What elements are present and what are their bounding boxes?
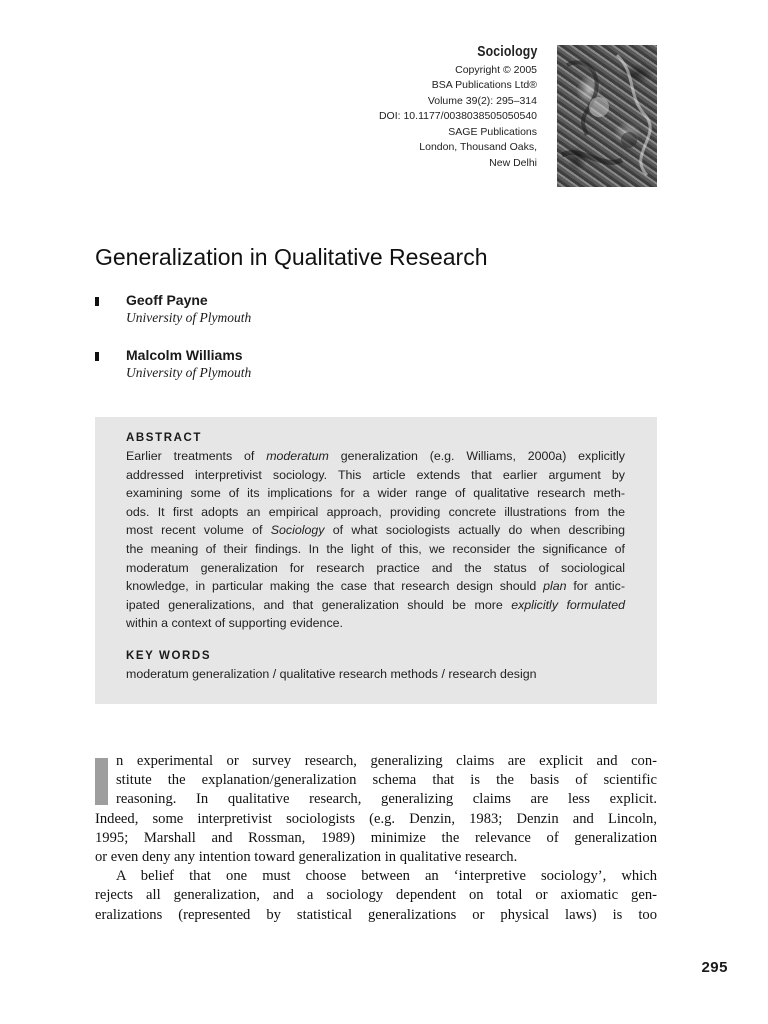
abstract-line: within a context of supporting evidence. <box>126 616 343 631</box>
abstract-heading: ABSTRACT <box>126 432 203 444</box>
journal-cover-image <box>557 45 657 187</box>
abstract-emphasis: explicitly formulated <box>511 597 626 612</box>
abstract-emphasis: plan <box>543 579 567 594</box>
journal-name: Sociology <box>476 43 537 60</box>
masthead-doi: DOI: 10.1177/0038038505050540 <box>378 110 537 122</box>
body-line: Indeed, some interpretivist sociologists (e.g. Denzin, 1983; Denzin and Lincoln, <box>95 810 657 827</box>
abstract-line: moderatum generalization for research practice and the status of sociological <box>126 560 625 575</box>
abstract-line: Earlier treatments of moderatum generalization (e.g. Williams, 2000a) explicitly <box>126 449 625 463</box>
abstract-line: ods. It first adopts an empirical approach, providing concrete illustrations from the <box>126 504 625 519</box>
abstract-line: most recent volume of Sociology of what sociologists actually do when describing <box>126 523 625 538</box>
abstract-box <box>95 417 657 704</box>
keywords-heading: KEY WORDS <box>126 649 212 662</box>
abstract-line: the meaning of their findings. In the light of this, we reconsider the significance of <box>126 541 625 556</box>
masthead-location-2: New Delhi <box>489 156 537 169</box>
author-bullet <box>95 352 99 361</box>
body-line: n experimental or survey research, generalizing claims are explicit and con- <box>116 753 657 769</box>
author-bullet <box>95 297 99 306</box>
abstract-line: ipated generalizations, and that generalization should be more explicitly formulated <box>126 597 626 612</box>
body-line: 1995; Marshall and Rossman, 1989) minimize the relevance of generalization <box>95 829 657 846</box>
abstract-emphasis: moderatum <box>266 449 329 463</box>
body-line: stitute the explanation/generalization schema that is the basis of scientific <box>116 772 657 789</box>
abstract-line: addressed interpretivist sociology. This article extends that earlier argument by <box>126 467 625 482</box>
body-line: reasoning. In qualitative research, generalizing claims are less explicit. <box>116 791 657 808</box>
keywords-text: moderatum generalization / qualitative research methods / research design <box>126 666 537 681</box>
body-line: or even deny any intention toward generalization in qualitative research. <box>95 849 518 866</box>
abstract-text <box>126 447 625 633</box>
author-affiliation: University of Plymouth <box>126 310 252 325</box>
journal-masthead <box>379 44 537 171</box>
masthead-sage: SAGE Publications <box>448 125 537 138</box>
body-line: eralizations (represented by statistical generalizations or physical laws) is too <box>95 906 657 923</box>
body-line: A belief that one must choose between an ‘interpretive sociology’, which <box>116 868 657 885</box>
page-number: 295 <box>701 959 728 976</box>
masthead-location-1: London, Thousand Oaks, <box>419 141 537 153</box>
masthead-copyright: Copyright © 2005 <box>455 63 537 76</box>
masthead-publisher: BSA Publications Ltd® <box>431 79 537 91</box>
author-affiliation: University of Plymouth <box>126 365 252 380</box>
author-name: Geoff Payne <box>126 292 208 308</box>
abstract-line: examining some of its implications for a wider range of qualitative research meth- <box>126 486 625 501</box>
masthead-volume: Volume 39(2): 295–314 <box>427 94 537 107</box>
body-line: rejects all generalization, and a sociology dependent on total or axiomatic gen- <box>95 887 657 904</box>
abstract-emphasis: Sociology <box>270 523 325 538</box>
author-name: Malcolm Williams <box>126 347 243 363</box>
body-text <box>95 752 657 925</box>
article-title: Generalization in Qualitative Research <box>95 244 488 270</box>
abstract-line: knowledge, in particular making the case that research design should plan for antic- <box>126 579 625 594</box>
